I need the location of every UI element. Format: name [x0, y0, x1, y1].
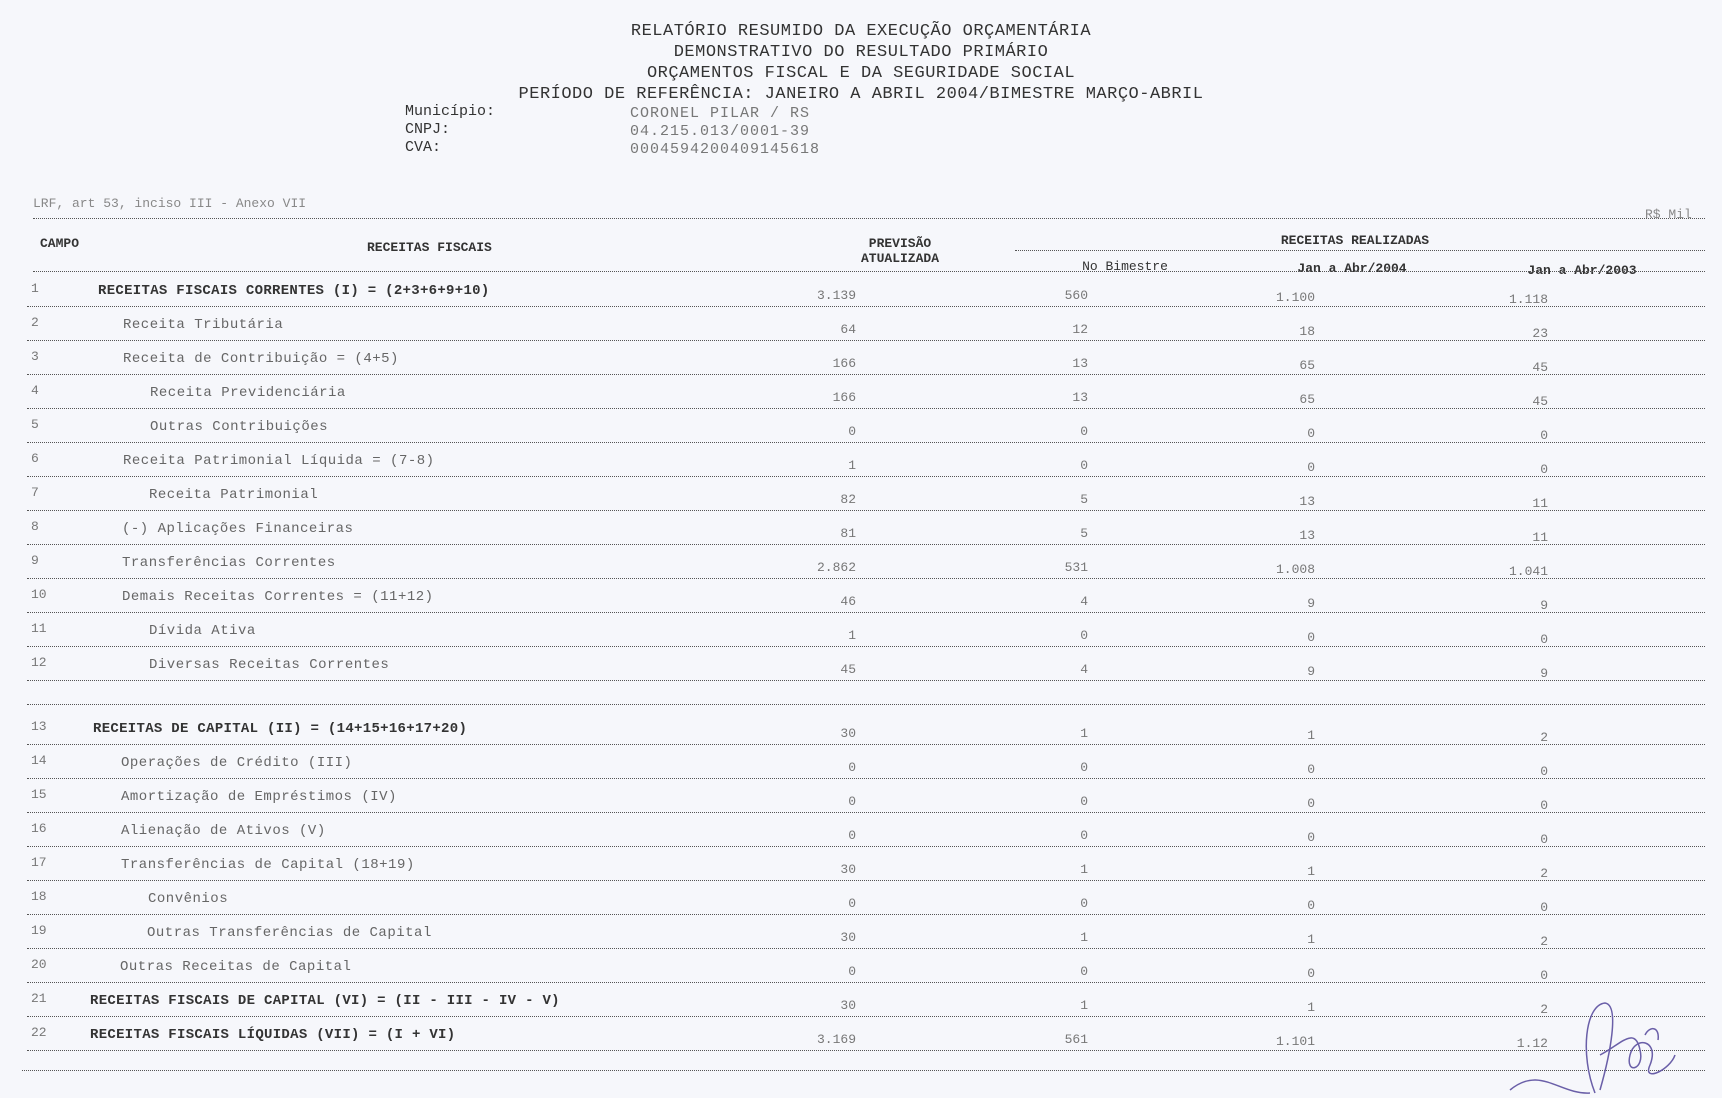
jan-2004-value: 1 — [1307, 864, 1315, 879]
bimestre-value: 5 — [1080, 526, 1088, 541]
jan-2003-value: 0 — [1540, 764, 1548, 779]
jan-2003-value: 0 — [1540, 462, 1548, 477]
row-divider — [27, 374, 1705, 375]
jan-2004-value: 0 — [1307, 796, 1315, 811]
realizadas-divider — [1015, 250, 1705, 251]
row-divider — [27, 982, 1705, 983]
row-label: Diversas Receitas Correntes — [149, 657, 390, 673]
row-label: Outras Contribuições — [150, 419, 329, 435]
jan-2004-value: 13 — [1299, 528, 1315, 543]
previsao-value: 1 — [848, 458, 856, 473]
row-label: RECEITAS FISCAIS DE CAPITAL (VI) = (II - III - IV - V) — [90, 993, 560, 1009]
previsao-value: 1 — [848, 628, 856, 643]
report-subtitle: DEMONSTRATIVO DO RESULTADO PRIMÁRIO — [673, 43, 1049, 62]
columns-divider — [33, 271, 1705, 272]
jan-2004-value: 1.100 — [1275, 290, 1315, 305]
row-divider — [27, 680, 1705, 681]
bimestre-value: 0 — [1080, 424, 1088, 439]
row-divider — [27, 646, 1705, 647]
cva-value: 0004594200409145618 — [630, 141, 821, 158]
cva-label: CVA: — [405, 139, 442, 156]
jan-2004-value: 1.008 — [1275, 562, 1315, 577]
col-no-bimestre: No Bimestre — [1082, 259, 1168, 274]
jan-2004-value: 0 — [1307, 830, 1315, 845]
table-row — [0, 587, 1722, 621]
row-divider — [27, 544, 1705, 545]
report-title: RELATÓRIO RESUMIDO DA EXECUÇÃO ORÇAMENTÁRIA — [630, 22, 1092, 41]
cnpj-label: CNPJ: — [405, 121, 451, 138]
row-label: Receita Patrimonial — [149, 487, 319, 503]
jan-2003-value: 45 — [1532, 394, 1548, 409]
jan-2003-value: 1.12 — [1516, 1036, 1548, 1051]
campo-number: 20 — [31, 957, 47, 972]
row-label: RECEITAS FISCAIS CORRENTES (I) = (2+3+6+9+10) — [98, 283, 490, 299]
jan-2003-value: 1.041 — [1508, 564, 1548, 579]
row-divider — [27, 510, 1705, 511]
table-row — [0, 889, 1722, 923]
previsao-value: 166 — [832, 390, 856, 405]
previsao-value: 82 — [840, 492, 856, 507]
previsao-value: 3.139 — [816, 288, 856, 303]
table-row — [0, 1025, 1722, 1059]
row-label: RECEITAS DE CAPITAL (II) = (14+15+16+17+20) — [93, 721, 468, 737]
bimestre-value: 0 — [1080, 458, 1088, 473]
jan-2003-value: 0 — [1540, 798, 1548, 813]
table-row — [0, 787, 1722, 821]
row-divider — [27, 476, 1705, 477]
row-divider — [27, 914, 1705, 915]
campo-number: 8 — [31, 519, 39, 534]
previsao-value: 2.862 — [816, 560, 856, 575]
row-divider — [27, 1016, 1705, 1017]
report-scope: ORÇAMENTOS FISCAL E DA SEGURIDADE SOCIAL — [646, 64, 1076, 83]
jan-2003-value: 45 — [1532, 360, 1548, 375]
campo-number: 22 — [31, 1025, 47, 1040]
campo-number: 12 — [31, 655, 47, 670]
row-divider — [27, 340, 1705, 341]
previsao-value: 64 — [840, 322, 856, 337]
previsao-value: 3.169 — [816, 1032, 856, 1047]
header-divider — [33, 218, 1705, 219]
jan-2003-value: 23 — [1532, 326, 1548, 341]
bimestre-value: 1 — [1080, 930, 1088, 945]
bimestre-value: 13 — [1072, 390, 1088, 405]
jan-2004-value: 1.101 — [1275, 1034, 1315, 1049]
jan-2003-value: 0 — [1540, 632, 1548, 647]
table-row — [0, 485, 1722, 519]
jan-2004-value: 0 — [1307, 630, 1315, 645]
row-divider — [27, 948, 1705, 949]
table-row — [0, 349, 1722, 383]
campo-number: 11 — [31, 621, 47, 636]
jan-2003-value: 11 — [1532, 496, 1548, 511]
bimestre-value: 561 — [1064, 1032, 1088, 1047]
bimestre-value: 4 — [1080, 594, 1088, 609]
previsao-value: 30 — [840, 862, 856, 877]
previsao-value: 30 — [840, 726, 856, 741]
campo-number: 7 — [31, 485, 39, 500]
col-jan-abr-2003: Jan a Abr/2003 — [1527, 263, 1637, 278]
table-row — [0, 315, 1722, 349]
campo-number: 17 — [31, 855, 47, 870]
table-row — [0, 451, 1722, 485]
jan-2004-value: 9 — [1307, 596, 1315, 611]
row-label: Transferências Correntes — [122, 555, 336, 571]
jan-2003-value: 2 — [1540, 934, 1548, 949]
table-row — [0, 821, 1722, 855]
row-label: RECEITAS FISCAIS LÍQUIDAS (VII) = (I + VI) — [90, 1027, 456, 1043]
col-previsao — [840, 236, 960, 266]
campo-number: 9 — [31, 553, 39, 568]
campo-number: 10 — [31, 587, 47, 602]
previsao-value: 0 — [848, 794, 856, 809]
table-row — [0, 655, 1722, 689]
jan-2004-value: 1 — [1307, 728, 1315, 743]
jan-2003-value: 0 — [1540, 832, 1548, 847]
row-label: Alienação de Ativos (V) — [121, 823, 326, 839]
campo-number: 16 — [31, 821, 47, 836]
campo-number: 13 — [31, 719, 47, 734]
campo-number: 14 — [31, 753, 47, 768]
campo-number: 21 — [31, 991, 47, 1006]
jan-2004-value: 65 — [1299, 392, 1315, 407]
bimestre-value: 0 — [1080, 760, 1088, 775]
jan-2003-value: 0 — [1540, 900, 1548, 915]
bimestre-value: 12 — [1072, 322, 1088, 337]
previsao-value: 166 — [832, 356, 856, 371]
bimestre-value: 531 — [1064, 560, 1088, 575]
campo-number: 4 — [31, 383, 39, 398]
row-label: Demais Receitas Correntes = (11+12) — [122, 589, 434, 605]
jan-2004-value: 65 — [1299, 358, 1315, 373]
col-campo: CAMPO — [40, 236, 80, 251]
jan-2003-value: 9 — [1540, 598, 1548, 613]
table-row — [0, 719, 1722, 753]
table-row — [0, 957, 1722, 991]
row-divider — [27, 408, 1705, 409]
row-divider — [27, 744, 1705, 745]
table-row — [0, 621, 1722, 655]
jan-2004-value: 1 — [1307, 932, 1315, 947]
col-previsao-line2: ATUALIZADA — [860, 251, 939, 266]
campo-number: 6 — [31, 451, 39, 466]
previsao-value: 30 — [840, 930, 856, 945]
bimestre-value: 1 — [1080, 862, 1088, 877]
jan-2004-value: 18 — [1299, 324, 1315, 339]
jan-2004-value: 0 — [1307, 762, 1315, 777]
jan-2003-value: 9 — [1540, 666, 1548, 681]
jan-2003-value: 2 — [1540, 1002, 1548, 1017]
row-divider — [27, 880, 1705, 881]
row-label: Amortização de Empréstimos (IV) — [121, 789, 397, 805]
jan-2003-value: 0 — [1540, 968, 1548, 983]
row-label: Receita de Contribuição = (4+5) — [123, 351, 399, 367]
bimestre-value: 0 — [1080, 794, 1088, 809]
jan-2004-value: 0 — [1307, 460, 1315, 475]
bimestre-value: 0 — [1080, 964, 1088, 979]
previsao-value: 81 — [840, 526, 856, 541]
campo-number: 1 — [31, 281, 39, 296]
previsao-value: 0 — [848, 424, 856, 439]
campo-number: 18 — [31, 889, 47, 904]
jan-2003-value: 2 — [1540, 730, 1548, 745]
section-divider — [27, 704, 1705, 705]
bimestre-value: 0 — [1080, 628, 1088, 643]
row-divider — [27, 578, 1705, 579]
table-row — [0, 855, 1722, 889]
row-divider — [27, 846, 1705, 847]
previsao-value: 46 — [840, 594, 856, 609]
jan-2003-value: 0 — [1540, 428, 1548, 443]
jan-2003-value: 11 — [1532, 530, 1548, 545]
row-label: (-) Aplicações Financeiras — [122, 521, 354, 537]
jan-2004-value: 0 — [1307, 966, 1315, 981]
row-label: Receita Previdenciária — [150, 385, 346, 401]
row-divider — [27, 442, 1705, 443]
row-divider — [27, 612, 1705, 613]
table-row — [0, 553, 1722, 587]
table-row — [0, 991, 1722, 1025]
previsao-value: 30 — [840, 998, 856, 1013]
municipio-label: Município: — [405, 103, 496, 120]
row-divider — [27, 1050, 1705, 1051]
row-label: Operações de Crédito (III) — [121, 755, 353, 771]
table-row — [0, 281, 1722, 315]
row-divider — [27, 306, 1705, 307]
previsao-value: 0 — [848, 896, 856, 911]
row-label: Receita Tributária — [123, 317, 284, 333]
signature-icon — [1500, 995, 1700, 1098]
footer-divider — [22, 1070, 1705, 1071]
previsao-value: 45 — [840, 662, 856, 677]
municipio-value: CORONEL PILAR / RS — [630, 105, 811, 122]
campo-number: 19 — [31, 923, 47, 938]
campo-number: 2 — [31, 315, 39, 330]
col-receitas-fiscais: RECEITAS FISCAIS — [367, 240, 492, 255]
bimestre-value: 5 — [1080, 492, 1088, 507]
row-divider — [27, 812, 1705, 813]
row-label: Receita Patrimonial Líquida = (7-8) — [123, 453, 435, 469]
previsao-value: 0 — [848, 964, 856, 979]
table-row — [0, 383, 1722, 417]
row-label: Outras Receitas de Capital — [120, 959, 352, 975]
legal-reference: LRF, art 53, inciso III - Anexo VII — [33, 196, 307, 211]
previsao-value: 0 — [848, 760, 856, 775]
table-row — [0, 519, 1722, 553]
bimestre-value: 13 — [1072, 356, 1088, 371]
table-row — [0, 417, 1722, 451]
table-row — [0, 923, 1722, 957]
col-previsao-line1: PREVISÃO — [868, 236, 932, 251]
jan-2004-value: 0 — [1307, 898, 1315, 913]
row-label: Transferências de Capital (18+19) — [121, 857, 415, 873]
row-label: Outras Transferências de Capital — [147, 925, 432, 941]
report-period: PERÍODO DE REFERÊNCIA: JANEIRO A ABRIL 2004/BIMESTRE MARÇO-ABRIL — [518, 85, 1204, 104]
unit-label: R$ Mil — [1645, 207, 1692, 222]
row-label: Dívida Ativa — [149, 623, 256, 639]
bimestre-value: 4 — [1080, 662, 1088, 677]
jan-2003-value: 2 — [1540, 866, 1548, 881]
jan-2003-value: 1.118 — [1508, 292, 1548, 307]
campo-number: 3 — [31, 349, 39, 364]
col-jan-abr-2004: Jan a Abr/2004 — [1297, 261, 1407, 276]
row-label: Convênios — [148, 891, 229, 907]
bimestre-value: 0 — [1080, 828, 1088, 843]
jan-2004-value: 1 — [1307, 1000, 1315, 1015]
campo-number: 5 — [31, 417, 39, 432]
campo-number: 15 — [31, 787, 47, 802]
jan-2004-value: 13 — [1299, 494, 1315, 509]
bimestre-value: 1 — [1080, 726, 1088, 741]
bimestre-value: 0 — [1080, 896, 1088, 911]
previsao-value: 0 — [848, 828, 856, 843]
jan-2004-value: 0 — [1307, 426, 1315, 441]
row-divider — [27, 778, 1705, 779]
bimestre-value: 560 — [1064, 288, 1088, 303]
cnpj-value: 04.215.013/0001-39 — [630, 123, 811, 140]
table-row — [0, 753, 1722, 787]
col-receitas-realizadas: RECEITAS REALIZADAS — [1280, 233, 1430, 248]
jan-2004-value: 9 — [1307, 664, 1315, 679]
bimestre-value: 1 — [1080, 998, 1088, 1013]
